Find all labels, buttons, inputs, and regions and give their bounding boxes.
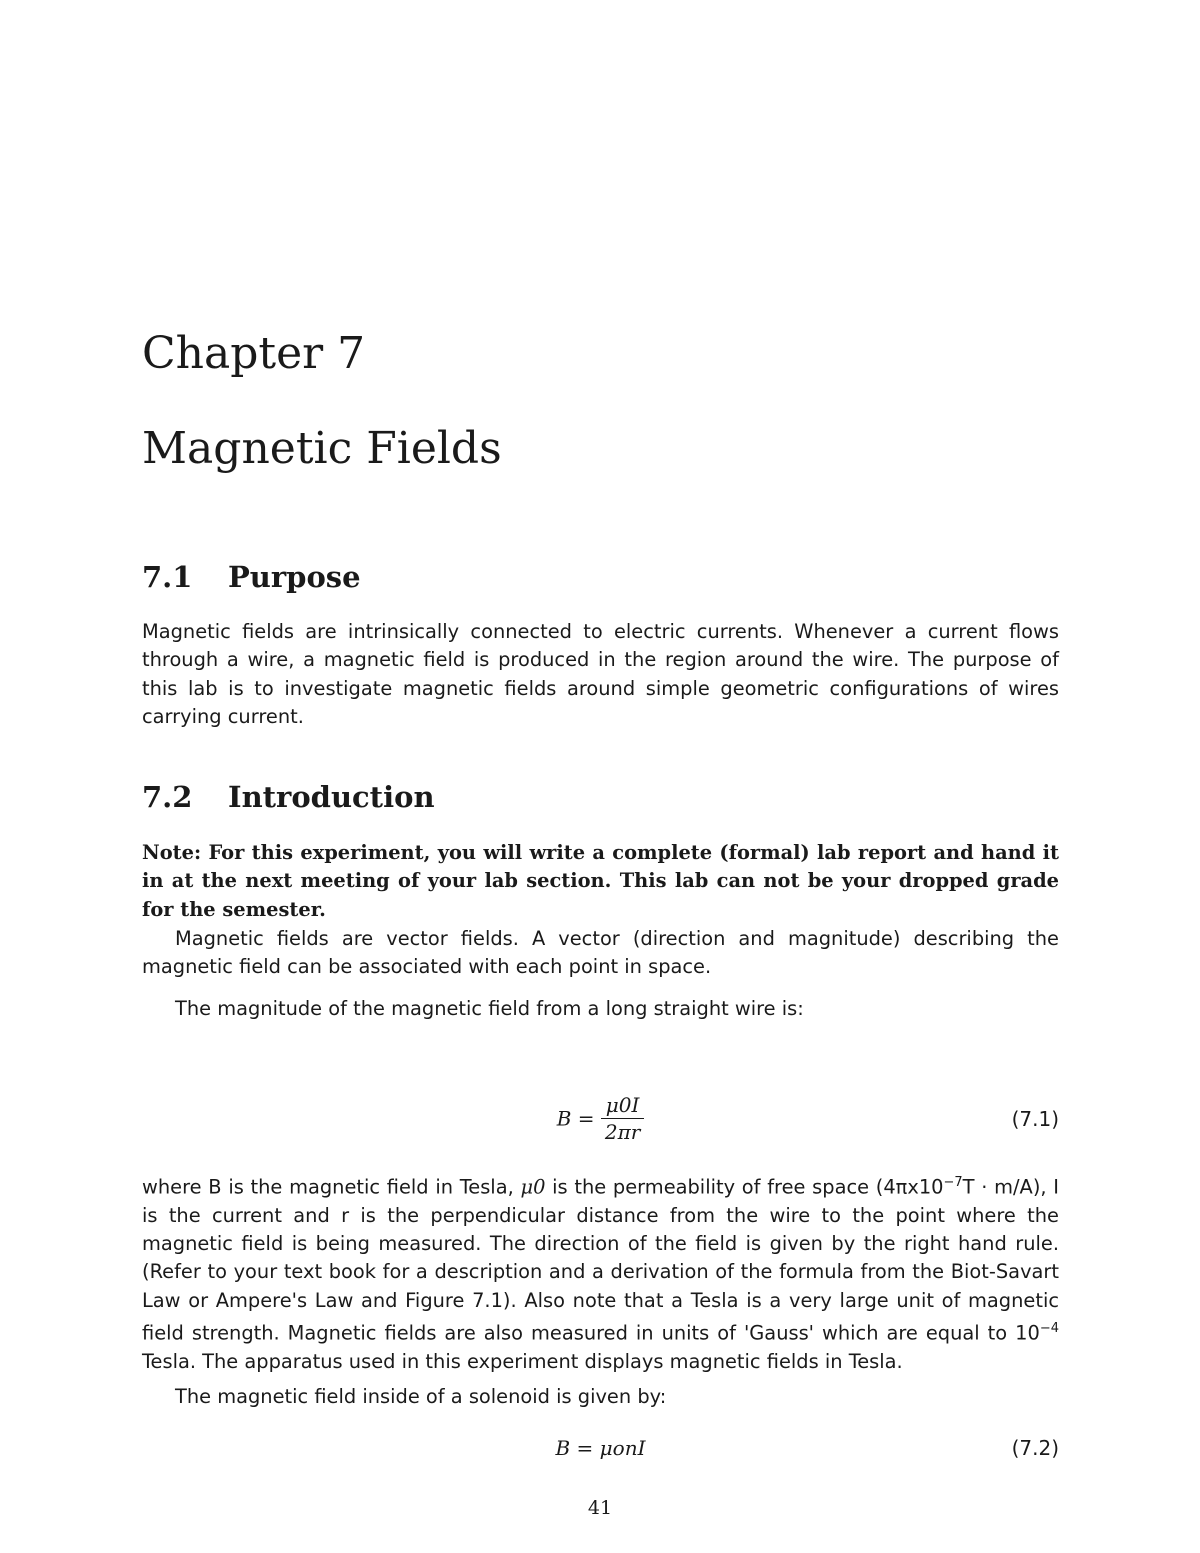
intro-paragraph-2: The magnitude of the magnetic field from a long straight wire is: [175,997,804,1020]
fraction-numerator: μ0I [601,1092,644,1119]
intro-paragraph-3 [142,1169,1059,1376]
section-title: Introduction [228,780,435,814]
purpose-paragraph: Magnetic fields are intrinsically connected to electric currents. Whenever a current flows through a wire, a magnetic field is produced in the region around the wire. The purpose of this lab is to investigate magnetic fields around simple geometric configurations of wires carrying current. [142,620,1059,728]
section-number: 7.1 [142,560,193,594]
text-run: Tesla. The apparatus used in this experiment displays magnetic fields in Tesla. [142,1349,903,1373]
section-heading-introduction [142,779,435,815]
equation-7-2 [142,1436,1059,1466]
equation-label: (7.2) [1011,1436,1059,1460]
page-number: 41 [587,1497,613,1519]
equation-lhs: B = [556,1106,595,1131]
chapter-title: Magnetic Fields [142,423,502,474]
mu-symbol: μ0 [520,1175,546,1199]
section-heading-purpose [142,559,361,595]
equation-7-1 [142,1092,1059,1152]
intro-paragraph-4: The magnetic field inside of a solenoid is given by: [175,1385,667,1408]
chapter-label: Chapter 7 [142,328,366,379]
text-run: is the permeability of free space (4πx10 [545,1175,944,1199]
fraction-denominator: 2πr [604,1120,641,1144]
exponent: −4 [1039,1320,1059,1336]
text-run: T · m/A), I is the current and r is the perpendicular distance from the wire to the point where the magnetic field is being measured. The direction of the field is given by the right hand rule. (Refer to your text book for a description and a derivation of the formula from the Biot-Savart Law or Ampere's Law and Figure 7.1). Also note that a Tesla is a very large unit of magnetic field strength. Magnetic fields are also measured in units of 'Gauss' which are equal to 10 [142,1175,1059,1345]
section-title: Purpose [228,560,361,594]
equation-body [142,1092,1059,1145]
equation-label: (7.1) [1011,1107,1059,1131]
equation-body: B = μonI [555,1436,646,1460]
intro-paragraph-1: Magnetic fields are vector fields. A vector (direction and magnitude) describing the magnetic field can be associated with each point in space. [142,927,1059,979]
text-run: where B is the magnetic field in Tesla, [142,1175,521,1199]
exponent: −7 [943,1175,963,1190]
section-number: 7.2 [142,780,193,814]
equation-fraction [601,1092,644,1145]
note-paragraph: Note: For this experiment, you will write a complete (formal) lab report and hand it in at the next meeting of your lab section. This lab can not be your dropped grade for the semester. [142,841,1059,921]
